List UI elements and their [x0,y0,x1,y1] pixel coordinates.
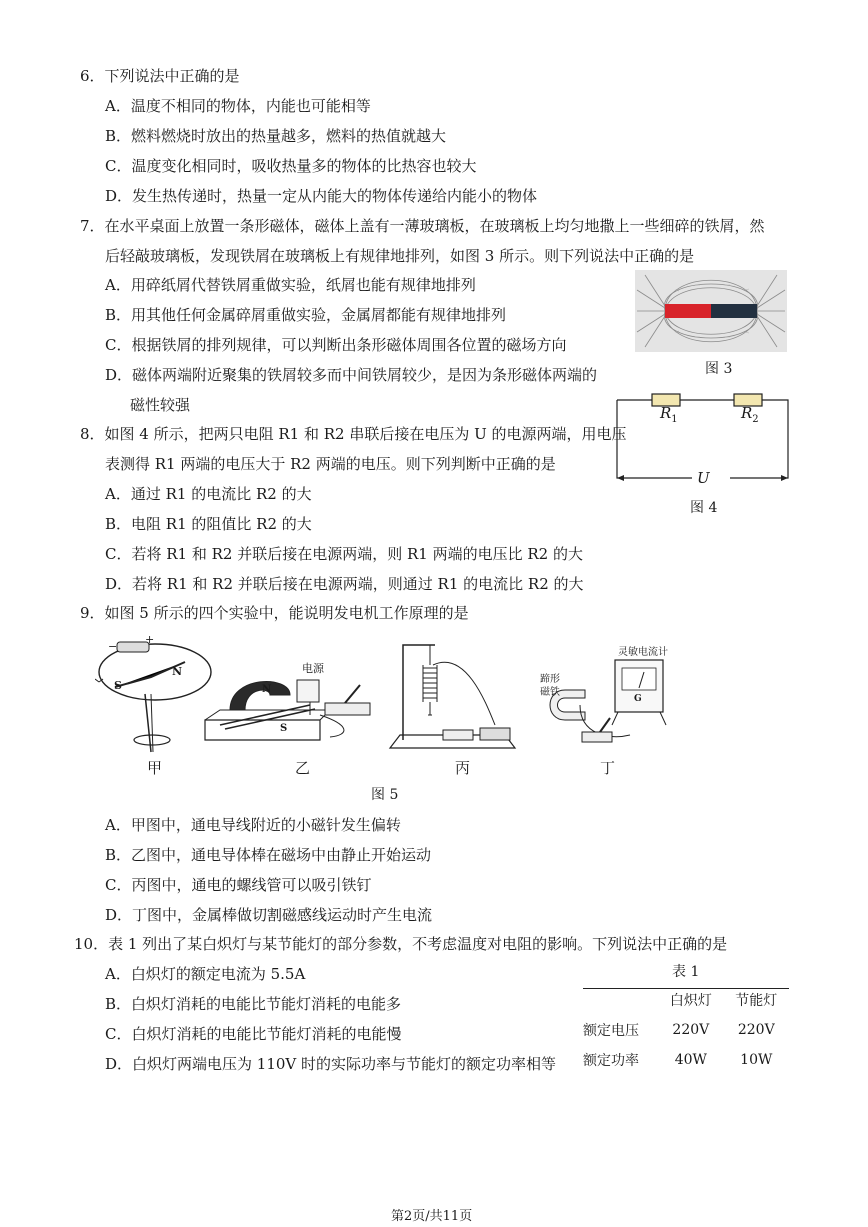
yi-n-label: N [262,684,272,695]
q6-option-d: D．发生热传递时，热量一定从内能大的物体传递给内能小的物体 [105,187,538,205]
q8-stem-line1: 8．如图 4 所示，把两只电阻 R1 和 R2 串联后接在电压为 U 的电源两端，用电压 [80,425,627,443]
figure5-panel-yi [200,655,390,750]
magnet-dark-pole [711,304,757,318]
q10-option-c: C．白炽灯消耗的电能比节能灯消耗的电能慢 [105,1025,402,1043]
q8-option-a: A．通过 R1 的电流比 R2 的大 [105,485,312,503]
table1-caption: 表 1 [672,964,700,980]
yi-power-label: 电源 [302,662,324,675]
jia-minus-label: − [108,640,118,653]
q7-option-a: A．用碎纸屑代替铁屑重做实验，纸屑也能有规律地排列 [105,276,476,294]
table-header-cell [583,985,658,1015]
table1 [583,985,789,1075]
q7-option-d: D．磁体两端附近聚集的铁屑较多而中间铁屑较少，是因为条形磁体两端的 [105,366,598,384]
q7-stem-line2: 后轻敲玻璃板，发现铁屑在玻璃板上有规律地排列，如图 3 所示。则下列说法中正确的是 [105,247,695,265]
q7-stem-line1: 7．在水平桌面上放置一条形磁体，磁体上盖有一薄玻璃板，在玻璃板上均匀地撒上一些细碎的铁屑，然 [80,217,765,235]
q6-option-c: C．温度变化相同时，吸收热量多的物体的比热容也较大 [105,157,477,175]
q10-option-d: D．白炽灯两端电压为 110V 时的实际功率与节能灯的额定功率相等 [105,1055,557,1073]
q8-option-b: B．电阻 R1 的阻值比 R2 的大 [105,515,312,533]
table-row [583,1015,789,1045]
q6-stem: 6．下列说法中正确的是 [80,67,240,85]
figure5-label-ding: 丁 [600,759,616,777]
figure5-label-bing: 丙 [455,759,471,777]
q7-option-d-cont: 磁性较强 [130,396,191,414]
q6-option-a: A．温度不相同的物体，内能也可能相等 [105,97,371,115]
q7-option-c: C．根据铁屑的排列规律，可以判断出条形磁体周围各位置的磁场方向 [105,336,567,354]
magnet-red-pole [665,304,711,318]
q10-stem: 10．表 1 列出了某白炽灯与某节能灯的部分参数，不考虑温度对电阻的影响。下列说法中正确的是 [74,935,728,953]
table-row [583,1045,789,1075]
table-header-cell: 白炽灯 [669,993,712,1009]
r1-label: $R_1$ [660,404,678,425]
table-cell: 额定电压 [583,1023,639,1039]
jia-s-label: S [114,679,122,692]
q10-option-b: B．白炽灯消耗的电能比节能灯消耗的电能多 [105,995,402,1013]
ding-galvanometer-label: 灵敏电流计 [618,647,668,658]
figure3-magnet-image [635,270,787,352]
table-cell: 10W [740,1052,773,1068]
figure4-caption: 图 4 [690,500,718,516]
table-cell: 220V [737,1022,775,1038]
yi-s-label: S [280,723,288,734]
ding-magnet-label-line2: 磁铁 [540,687,560,698]
jia-plus-label: + [145,633,155,646]
table1-header-row [583,985,789,1015]
q9-option-d: D．丁图中，金属棒做切割磁感线运动时产生电流 [105,906,433,924]
q8-option-c: C．若将 R1 和 R2 并联后接在电源两端，则 R1 两端的电压比 R2 的大 [105,545,583,563]
table-cell: 额定功率 [583,1053,639,1069]
table-cell: 40W [674,1052,707,1068]
q8-option-d: D．若将 R1 和 R2 并联后接在电源两端，则通过 R1 的电流比 R2 的大 [105,575,584,593]
q8-stem-line2: 表测得 R1 两端的电压大于 R2 两端的电压。则下列判断中正确的是 [105,455,556,473]
table-cell: 220V [672,1022,710,1038]
figure3-caption: 图 3 [705,361,733,377]
voltage-u-label: U [697,469,710,487]
q9-option-b: B．乙图中，通电导体棒在磁场中由静止开始运动 [105,846,432,864]
figure5-panel-bing [385,640,525,755]
jia-n-label: N [172,665,183,678]
q9-option-a: A．甲图中，通电导线附近的小磁针发生偏转 [105,816,401,834]
q9-option-c: C．丙图中，通电的螺线管可以吸引铁钉 [105,876,372,894]
page-footer: 第2页/共11页 [391,1209,473,1224]
q9-stem: 9．如图 5 所示的四个实验中，能说明发电机工作原理的是 [80,604,469,622]
q7-option-b: B．用其他任何金属碎屑重做实验，金属屑都能有规律地排列 [105,306,507,324]
figure5-caption: 图 5 [371,787,399,803]
table-header-cell: 节能灯 [735,993,778,1009]
figure5-label-yi: 乙 [295,759,311,777]
q6-option-b: B．燃料燃烧时放出的热量越多，燃料的热值就越大 [105,127,447,145]
figure5-label-jia: 甲 [147,759,163,777]
ding-magnet-label-line1: 蹄形 [540,674,560,685]
q10-option-a: A．白炽灯的额定电流为 5.5A [105,965,306,983]
r2-label: $R_2$ [741,404,759,425]
ding-g-label: G [634,694,642,704]
